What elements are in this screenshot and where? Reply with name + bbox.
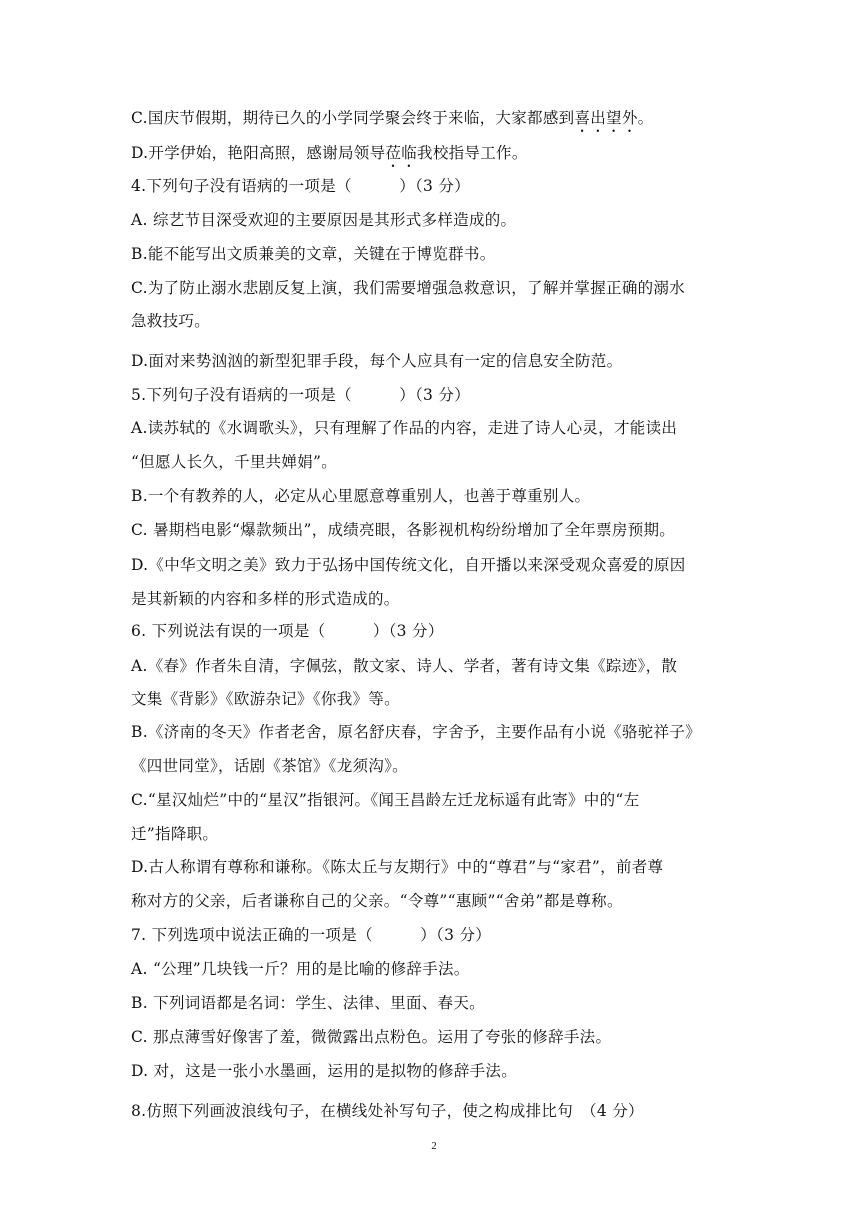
text-line (131, 385, 741, 405)
text-line-tail: 我校指导工作。 (417, 144, 528, 162)
text-line-content: 4.下列句子没有语病的一项是（ ）（3 分） (131, 177, 471, 195)
text-line (131, 555, 741, 575)
text-line (131, 520, 741, 540)
text-line-content: D.《中华文明之美》致力于弘扬中国传统文化，自开播以来深受观众喜爱的原因 (131, 556, 686, 574)
text-line (131, 1061, 741, 1081)
emphasized-phrase: 莅临 (385, 144, 418, 162)
text-line-content: “但愿人长久，千里共婵娟”。 (131, 453, 338, 471)
text-line-content: A.读苏轼的《水调歌头》，只有理解了作品的内容，走进了诗人心灵，才能读出 (131, 419, 678, 437)
text-line (131, 925, 741, 945)
text-line-content: D.面对来势汹汹的新型犯罪手段，每个人应具有一定的信息安全防范。 (131, 352, 623, 370)
text-line (131, 210, 741, 230)
text-line (131, 656, 741, 676)
text-line (131, 959, 741, 979)
text-line-content: A.《春》作者朱自清，字佩弦，散文家、诗人、学者，著有诗文集《踪迹》，散 (131, 657, 678, 675)
text-line-content: C.国庆节假期，期待已久的小学同学聚会终于来临，大家都感到 (131, 109, 575, 127)
text-line-content: D.开学伊始，艳阳高照，感谢局领导 (131, 144, 386, 162)
emphasized-phrase: 喜出望外 (574, 109, 638, 127)
text-line-content: B. 下列词语都是名词：学生、法律、里面、春天。 (131, 994, 485, 1012)
text-line (131, 1101, 741, 1121)
text-line-content: C. 暑期档电影“爆款频出”，成绩亮眼，各影视机构纷纷增加了全年票房预期。 (131, 521, 676, 539)
text-line-content: 8.仿照下列画波浪线句子，在横线处补写句子，使之构成排比句 （4 分） (131, 1102, 644, 1120)
text-line-content: 急救技巧。 (131, 312, 211, 330)
text-line-content: 5.下列句子没有语病的一项是（ ）（3 分） (131, 386, 471, 404)
text-line (131, 891, 741, 911)
text-line-content: 文集《背影》《欧游杂记》《你我》等。 (131, 690, 400, 708)
text-line (131, 418, 741, 438)
text-line (131, 486, 741, 506)
text-line (131, 824, 741, 844)
text-line-content: 是其新颖的内容和多样的形式造成的。 (131, 590, 400, 608)
text-line (131, 244, 741, 264)
text-line-content: 6. 下列说法有误的一项是（ ）（3 分） (131, 622, 444, 640)
text-line (131, 857, 741, 877)
text-line-content: 迁”指降职。 (131, 825, 219, 843)
text-line (131, 108, 741, 136)
text-line (131, 278, 741, 298)
page-number: 2 (431, 1140, 437, 1152)
text-line-content: D. 对，这是一张小水墨画，运用的是拟物的修辞手法。 (131, 1062, 518, 1080)
text-line-content: D.古人称谓有尊称和谦称。《陈太丘与友期行》中的“尊君”与“家君”，前者尊 (131, 858, 664, 876)
text-line-content: A. 综艺节目深受欢迎的主要原因是其形式多样造成的。 (131, 211, 517, 229)
text-line-content: A. “公理”几块钱一斤？用的是比喻的修辞手法。 (131, 960, 470, 978)
text-line-content: B.《济南的冬天》作者老舍，原名舒庆春，字舍予，主要作品有小说《骆驼祥子》 (131, 723, 701, 741)
text-line (131, 176, 741, 196)
text-line-tail: 。 (637, 109, 654, 127)
text-line-content: C.为了防止溺水悲剧反复上演，我们需要增强急救意识，了解并掌握正确的溺水 (131, 279, 686, 297)
text-line (131, 756, 741, 776)
text-line-content: 称对方的父亲，后者谦称自己的父亲。“令尊”“惠顾”“舍弟”都是尊称。 (131, 892, 623, 910)
text-line (131, 589, 741, 609)
text-line (131, 452, 741, 472)
text-line (131, 143, 741, 171)
text-line (131, 351, 741, 371)
text-line (131, 722, 741, 742)
text-line (131, 1027, 741, 1047)
text-line-content: C. 那点薄雪好像害了羞，微微露出点粉色。运用了夸张的修辞手法。 (131, 1028, 612, 1046)
text-line (131, 689, 741, 709)
text-line (131, 311, 741, 331)
text-line (131, 790, 741, 810)
text-line-content: C.“星汉灿烂”中的“星汉”指银河。《闻王昌龄左迁龙标遥有此寄》中的“左 (131, 791, 640, 809)
text-line (131, 621, 741, 641)
text-line-content: B.能不能写出文质兼美的文章，关键在于博览群书。 (131, 245, 496, 263)
text-line-content: 《四世同堂》，话剧《茶馆》《龙须沟》。 (131, 757, 408, 775)
text-line-content: B.一个有教养的人，必定从心里愿意尊重别人，也善于尊重别人。 (131, 487, 591, 505)
text-line-content: 7. 下列选项中说法正确的一项是（ ）（3 分） (131, 926, 492, 944)
text-line (131, 993, 741, 1013)
